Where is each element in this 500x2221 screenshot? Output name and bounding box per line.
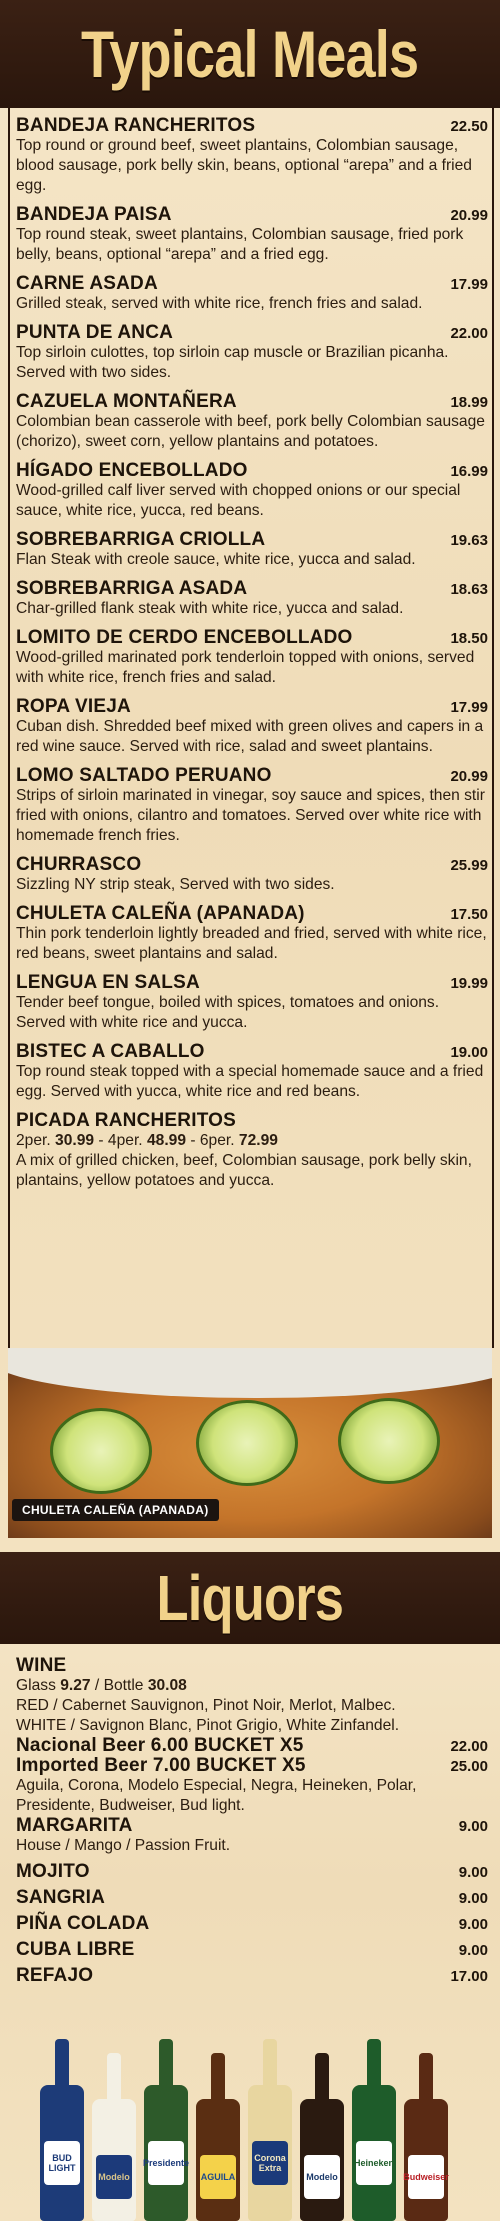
item-price: 20.99 <box>450 207 488 224</box>
item-desc: Flan Steak with creole sauce, white rice, yucca and salad. <box>16 551 416 568</box>
item-desc: Wood-grilled marinated pork tenderloin topped with onions, served with white rice, french fries and salad. <box>16 649 475 686</box>
item-name: BANDEJA PAISA <box>16 204 172 225</box>
item-name: CAZUELA MONTAÑERA <box>16 391 237 412</box>
item-name: SOBREBARRIGA CRIOLLA <box>16 529 266 550</box>
meals-title: Typical Meals <box>81 17 419 91</box>
bottle-neck <box>55 2039 69 2087</box>
item-desc: A mix of grilled chicken, beef, Colombian sausage, pork belly skin, plantains, yellow potatoes and yucca. <box>16 1152 472 1189</box>
meal-item <box>16 323 488 383</box>
liquor-item <box>16 1888 488 1908</box>
item-price: 18.99 <box>450 394 488 411</box>
lime-slice-1 <box>50 1408 152 1494</box>
item-price: 19.63 <box>450 532 488 549</box>
imported-beer-item <box>16 1756 488 1816</box>
bottle-neck <box>367 2039 381 2087</box>
meal-item <box>16 628 488 688</box>
item-desc: Top round steak topped with a special homemade sauce and a fried egg. Served with yucca, white rice and red beans. <box>16 1063 484 1100</box>
item-name: Nacional Beer 6.00 BUCKET X5 <box>16 1735 304 1756</box>
item-name: LOMO SALTADO PERUANO <box>16 765 272 786</box>
item-name: Imported Beer 7.00 BUCKET X5 <box>16 1755 306 1776</box>
item-price: 19.00 <box>450 1044 488 1061</box>
bottle-neck <box>315 2053 329 2101</box>
item-desc: Strips of sirloin marinated in vinegar, soy sauce and spices, then stir fried with onions, cilantro and tomatoes. Served over white rice with homemade french fries. <box>16 787 485 844</box>
item-desc: Aguila, Corona, Modelo Especial, Negra, Heineken, Polar, Presidente, Budweiser, Bud light. <box>16 1777 417 1814</box>
bottle-label: Heineken <box>356 2141 392 2185</box>
item-price: 17.99 <box>450 276 488 293</box>
beer-bottle <box>352 2085 396 2221</box>
wine-red: RED / Cabernet Sauvignon, Pinot Noir, Merlot, Malbec. <box>16 1697 396 1714</box>
item-desc: Colombian bean casserole with beef, pork belly Colombian sausage (chorizo), sweet corn, yellow plantains and potatoes. <box>16 413 485 450</box>
meal-item <box>16 973 488 1033</box>
item-price: 20.99 <box>450 768 488 785</box>
nacional-beer-item <box>16 1736 488 1756</box>
picada-item <box>16 1111 488 1191</box>
picada-prices <box>16 1131 488 1151</box>
bottle-label: AGUILA <box>200 2155 236 2199</box>
beer-bottle <box>144 2085 188 2221</box>
bottle-neck <box>419 2053 433 2101</box>
beer-bottle <box>40 2085 84 2221</box>
item-price: 17.00 <box>450 1968 488 1985</box>
item-desc: Thin pork tenderloin lightly breaded and fried, served with white rice, red beans, sweet plantains and salad. <box>16 925 487 962</box>
margarita-item <box>16 1816 488 1856</box>
plate-shape <box>8 1348 492 1398</box>
item-name: PIÑA COLADA <box>16 1913 150 1934</box>
item-desc: Wood-grilled calf liver served with chopped onions or our special sauce, white rice, yucca, red beans. <box>16 482 461 519</box>
glass-price: 9.27 <box>60 1677 91 1694</box>
item-name: PUNTA DE ANCA <box>16 322 174 343</box>
bottle-neck <box>263 2039 277 2087</box>
item-desc: Sizzling NY strip steak, Served with two sides. <box>16 876 335 893</box>
beer-bottle <box>196 2099 240 2221</box>
item-desc: Top round or ground beef, sweet plantains, Colombian sausage, blood sausage, pork belly skin, beans, optional “arepa” and a fried egg. <box>16 137 472 194</box>
liquor-others <box>16 1862 488 1986</box>
liquors-header <box>0 1552 500 1644</box>
meal-item <box>16 116 488 196</box>
meal-item <box>16 392 488 452</box>
meal-item <box>16 697 488 757</box>
bottle-neck <box>159 2039 173 2087</box>
item-price: 17.99 <box>450 699 488 716</box>
item-price: 9.00 <box>458 1916 488 1933</box>
item-price: 17.50 <box>450 906 488 923</box>
item-name: LENGUA EN SALSA <box>16 972 200 993</box>
glass-label: Glass <box>16 1677 56 1694</box>
meals-header <box>0 0 500 108</box>
wine-white: WHITE / Savignon Blanc, Pinot Grigio, White Zinfandel. <box>16 1717 400 1734</box>
bottle-price: 30.08 <box>147 1677 187 1694</box>
meal-item <box>16 855 488 895</box>
beer-bottles-image <box>40 2032 460 2221</box>
bottle-label: BUD LIGHT <box>44 2141 80 2185</box>
beer-bottle <box>404 2099 448 2221</box>
item-name: CHURRASCO <box>16 854 142 875</box>
item-name: PICADA RANCHERITOS <box>16 1110 237 1131</box>
item-name: LOMITO DE CERDO ENCEBOLLADO <box>16 627 353 648</box>
item-name: BANDEJA RANCHERITOS <box>16 115 256 136</box>
item-name: WINE <box>16 1655 67 1676</box>
item-name: CARNE ASADA <box>16 273 158 294</box>
bottle-label: Budweiser <box>408 2155 444 2199</box>
liquor-item <box>16 1966 488 1986</box>
p4-label: - 4per. <box>98 1132 143 1149</box>
bottle-label: Presidente <box>148 2141 184 2185</box>
item-name: REFAJO <box>16 1965 94 1986</box>
item-desc: Char-grilled flank steak with white rice, yucca and salad. <box>16 600 404 617</box>
item-price: 9.00 <box>458 1864 488 1881</box>
liquors-list <box>16 1656 488 1986</box>
item-name: SANGRIA <box>16 1887 106 1908</box>
item-desc: Top sirloin culottes, top sirloin cap muscle or Brazilian picanha. Served with two sides. <box>16 344 449 381</box>
beer-bottle <box>92 2099 136 2221</box>
p2-price: 30.99 <box>55 1132 95 1149</box>
meal-item <box>16 530 488 570</box>
item-name: MOJITO <box>16 1861 90 1882</box>
item-name: BISTEC A CABALLO <box>16 1041 205 1062</box>
meal-item <box>16 766 488 846</box>
item-price: 22.00 <box>450 325 488 342</box>
item-price: 9.00 <box>458 1942 488 1959</box>
item-desc: Cuban dish. Shredded beef mixed with green olives and capers in a red wine sauce. Served with rice, salad and sweet plantains. <box>16 718 484 755</box>
item-desc: Tender beef tongue, boiled with spices, tomatoes and onions. Served with white rice and yucca. <box>16 994 440 1031</box>
meal-item <box>16 904 488 964</box>
item-price: 25.99 <box>450 857 488 874</box>
item-price: 19.99 <box>450 975 488 992</box>
item-name: HÍGADO ENCEBOLLADO <box>16 460 248 481</box>
meal-item <box>16 461 488 521</box>
item-name: CHULETA CALEÑA (APANADA) <box>16 903 305 924</box>
item-price: 22.50 <box>450 118 488 135</box>
item-desc: Grilled steak, served with white rice, french fries and salad. <box>16 295 423 312</box>
liquor-item <box>16 1862 488 1882</box>
item-price: 9.00 <box>458 1890 488 1907</box>
liquor-item <box>16 1914 488 1934</box>
liquors-title: Liquors <box>156 1562 344 1634</box>
bottle-label: Modelo <box>96 2155 132 2199</box>
meal-item <box>16 1042 488 1102</box>
meal-item <box>16 205 488 265</box>
item-price: 18.50 <box>450 630 488 647</box>
beer-bottle <box>300 2099 344 2221</box>
item-name: MARGARITA <box>16 1815 133 1836</box>
liquor-item <box>16 1940 488 1960</box>
bottle-label: Modelo <box>304 2155 340 2199</box>
p2-label: 2per. <box>16 1132 51 1149</box>
lime-slice-3 <box>338 1398 440 1484</box>
wine-prices <box>16 1676 488 1696</box>
photo-caption: CHULETA CALEÑA (APANADA) <box>12 1499 219 1521</box>
item-price: 22.00 <box>450 1738 488 1755</box>
item-price: 25.00 <box>450 1758 488 1775</box>
item-name: SOBREBARRIGA ASADA <box>16 578 248 599</box>
p6-price: 72.99 <box>238 1132 278 1149</box>
item-name: ROPA VIEJA <box>16 696 131 717</box>
item-desc: Top round steak, sweet plantains, Colombian sausage, fried pork belly, beans, optional “arepa” and a fried egg. <box>16 226 464 263</box>
item-name: CUBA LIBRE <box>16 1939 135 1960</box>
beer-bottle <box>248 2085 292 2221</box>
meals-list <box>16 116 488 1200</box>
item-price: 18.63 <box>450 581 488 598</box>
item-price: 16.99 <box>450 463 488 480</box>
wine-item <box>16 1656 488 1736</box>
item-desc: House / Mango / Passion Fruit. <box>16 1837 231 1854</box>
meal-item <box>16 274 488 314</box>
liquors-section <box>0 1552 500 2221</box>
lime-slice-2 <box>196 1400 298 1486</box>
bottle-neck <box>211 2053 225 2101</box>
bottle-label: / Bottle <box>94 1677 144 1694</box>
meal-item <box>16 579 488 619</box>
bottle-label: Corona Extra <box>252 2141 288 2185</box>
item-price: 9.00 <box>458 1818 488 1835</box>
bottle-neck <box>107 2053 121 2101</box>
p6-label: - 6per. <box>190 1132 235 1149</box>
p4-price: 48.99 <box>146 1132 186 1149</box>
